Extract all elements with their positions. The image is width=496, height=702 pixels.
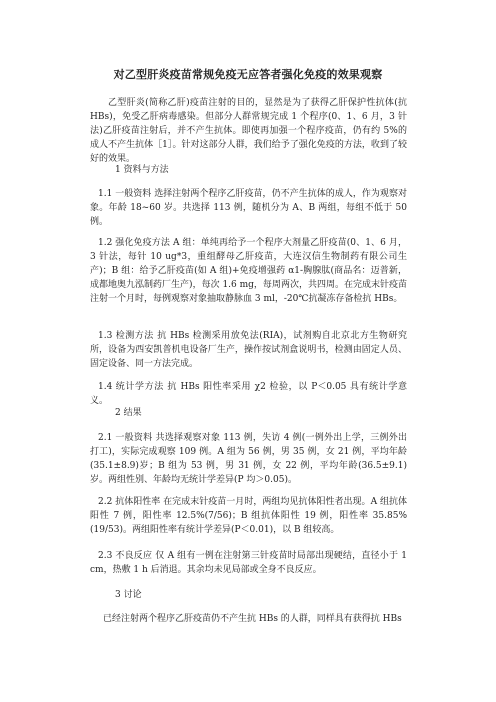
paragraph-1-3: 1.3 检测方法 抗 HBs 检测采用放免法(RIA)，试剂购自北京北方生物研究所，设备为西安凯普机电设备厂生产，操作按试剂盒说明书，检测由固定人员、固定设备、同一方法完成。 [90,331,407,369]
intro-paragraph: 乙型肝炎(简称乙肝)疫苗注射的目的，显然是为了获得乙肝保护性抗体(抗HBs)，免受乙肝病毒感染。但部分人群常规完成 1 个程序(0、1、6 月，3 针法)乙肝疫苗注射后，并不产生抗体。即使再加强一个程序疫苗，仍有约 5%的成人不产生抗体［1］。针对这部分人群，我们给予了强化免疫的方法，收到了较好的效果。 [90,98,407,164]
paragraph-1-2: 1.2 强化免疫方法 A 组：单纯再给予一个程序大剂量乙肝疫苗(0、1、6 月，3 针法，每针 10 ug*3，重组酵母乙肝疫苗，大连汉信生物制药有限公司生产)；B 组：给予乙肝疫苗(如 A 组)+免疫增强药 α1-胸腺肽(商品名：迈普新，成都地奥九泓制药厂生产)，每次 1.6 mg，每周两次，共四周。在完成末针疫苗注射一个月时，每例观察对象抽取静脉血 3 ml，-20℃抗凝冻存备检抗 HBs。 [90,238,407,304]
section-heading-discussion: 3 讨论 [115,590,142,600]
paragraph-2-3: 2.3 不良反应 仅 A 组有一例在注射第三针疫苗时局部出现硬结，直径小于 1 cm，热敷 1 h 后消退。其余均未见局部或全身不良反应。 [90,551,407,575]
section-heading-results: 2 结果 [115,408,142,418]
section-heading-methods: 1 资料与方法 [115,165,169,175]
page-title: 对乙型肝炎疫苗常规免疫无应答者强化免疫的效果观察 [113,68,383,81]
paragraph-2-1: 2.1 一般资料 共选择观察对象 113 例，失访 4 例(一例外出上学，三例外出打工)，实际完成观察 109 例。A 组为 56 例，男 35 例，女 21 例，平均年龄(35.1±8.9)岁；B 组为 53 例，男 31 例，女 22 例，平均年龄(36.5±9.1)岁。两组性别、年龄均无统计学差异(P 均＞0.05)。 [90,433,407,485]
paragraph-1-1: 1.1 一般资料 选择注射两个程序乙肝疫苗，仍不产生抗体的成人，作为观察对象。年龄 18~60 岁。共选择 113 例，随机分为 A、B 两组，每组不低于 50 例。 [90,189,407,227]
paragraph-1-4: 1.4 统计学方法 抗 HBs 阳性率采用 χ2 检验，以 P＜0.05 具有统计学意义。 [90,382,407,406]
discussion-paragraph: 已经注射两个程序乙肝疫苗仍不产生抗 HBs 的人群，同样具有获得抗 HBs [103,614,402,624]
paragraph-2-2: 2.2 抗体阳性率 在完成末针疫苗一月时，两组均见抗体阳性者出现。A 组抗体阳性 7 例，阳性率 12.5%(7/56)；B 组抗体阳性 19 例，阳性率 35.85%(19/53)。两组阳性率有统计学差异(P＜0.01)，以 B 组较高。 [90,497,407,535]
